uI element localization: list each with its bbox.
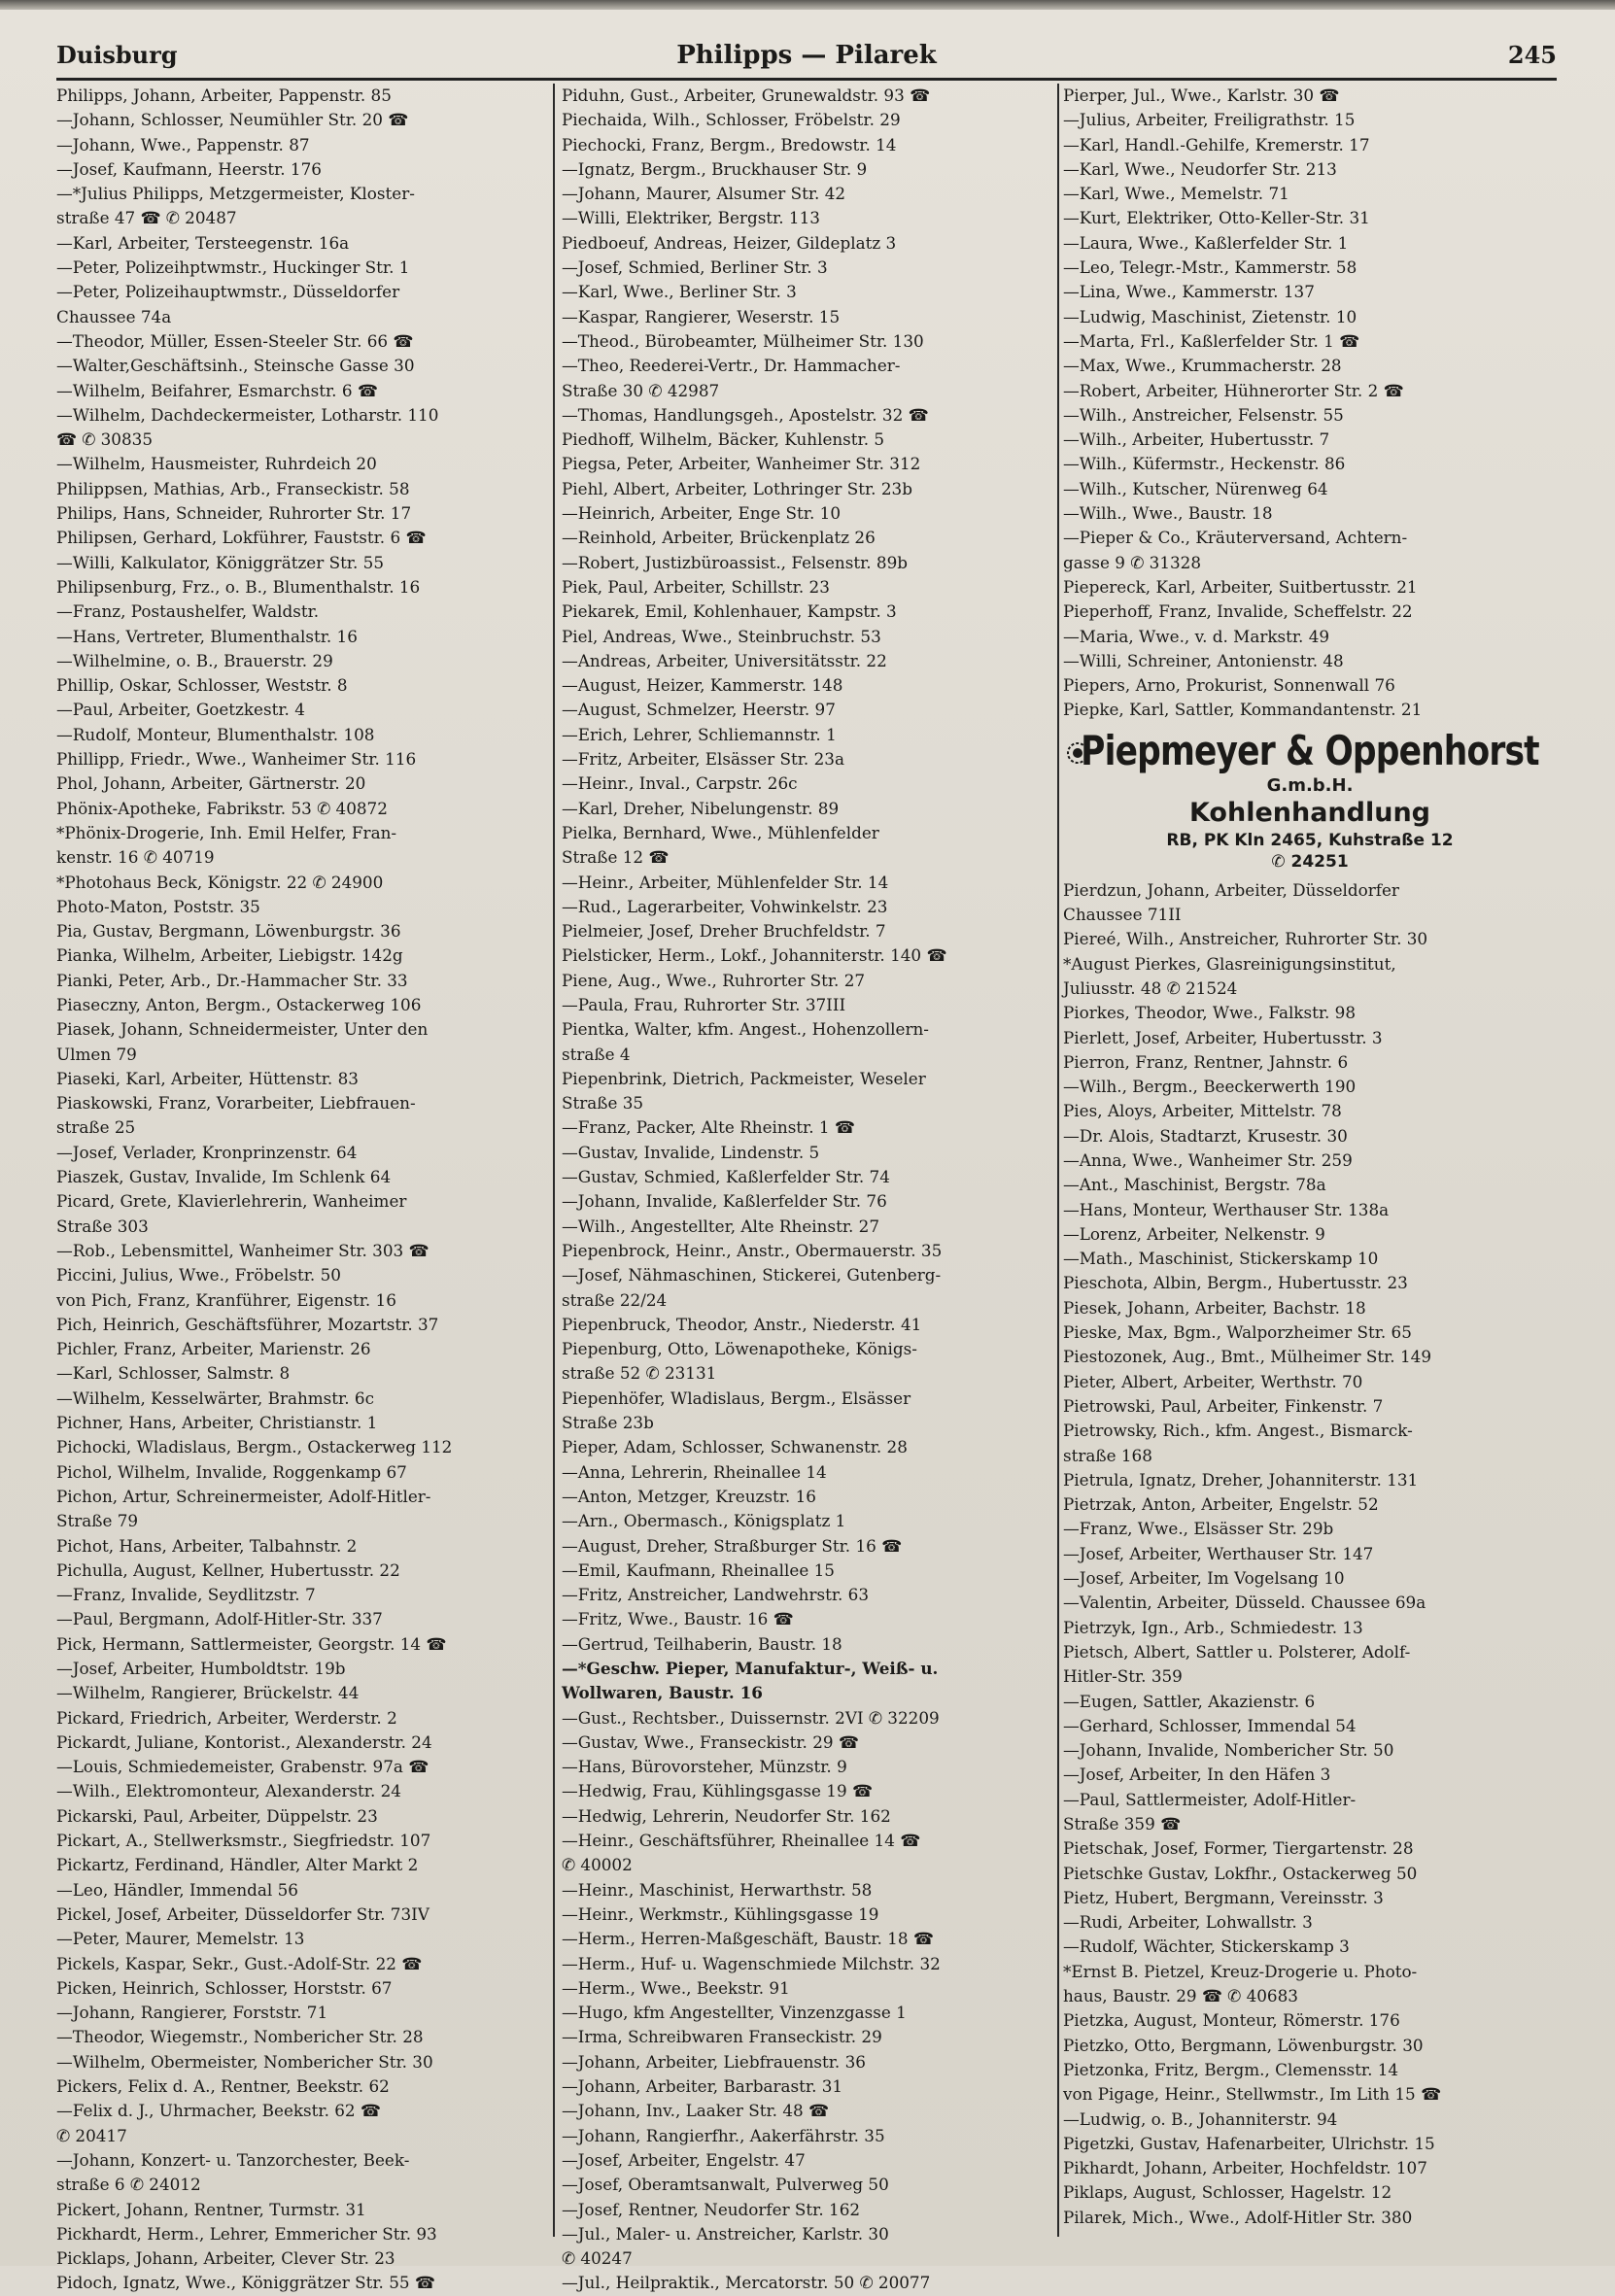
directory-entry: —Karl, Handl.-Gehilfe, Kremerstr. 17 [1063,134,1370,154]
directory-entry: —Johann, Arbeiter, Barbarastr. 31 [562,2076,843,2097]
directory-entry: Piene, Aug., Wwe., Ruhrorter Str. 27 [562,970,866,990]
directory-entry: Piechocki, Franz, Bergm., Bredowstr. 14 [562,134,897,154]
directory-entry: —Franz, Invalide, Seydlitzstr. 7 [56,1585,316,1605]
directory-entry: straße 4 [562,1044,631,1064]
directory-entry: Piasek, Johann, Schneidermeister, Unter den [56,1019,429,1040]
directory-entry: —Thomas, Handlungsgeh., Apostelstr. 32 ☎ [562,404,929,425]
directory-entry: —Robert, Justizbüroassist., Felsenstr. 89b [562,552,909,572]
directory-entry: Pietschak, Josef, Former, Tiergartenstr. 28 [1063,1838,1414,1859]
directory-entry: Piereé, Wilh., Anstreicher, Ruhrorter Str. 30 [1063,929,1428,949]
directory-entry: —Ignatz, Bergm., Bruckhauser Str. 9 [562,158,868,179]
directory-entry: —Wilh., Wwe., Baustr. 18 [1063,503,1273,524]
directory-entry: Piaseczny, Anton, Bergm., Ostackerweg 106 [56,994,422,1014]
ad-phone: ✆ 24251 [1271,851,1349,872]
directory-entry: —Willi, Elektriker, Bergstr. 113 [562,208,820,228]
directory-entry: —Ludwig, Maschinist, Zietenstr. 10 [1063,306,1357,326]
directory-entry: Pietzko, Otto, Bergmann, Löwenburgstr. 30 [1063,2035,1424,2055]
directory-entry: Pilarek, Mich., Wwe., Adolf-Hitler Str. 380 [1063,2207,1413,2227]
directory-entry: —Anna, Lehrerin, Rheinallee 14 [562,1461,827,1482]
directory-entry: —Wilh., Kutscher, Nürenweg 64 [1063,478,1328,498]
directory-entry: —Fritz, Arbeiter, Elsässer Str. 23a [562,749,844,770]
directory-entry: Philipps, Johann, Arbeiter, Pappenstr. 85 [56,86,392,105]
directory-entry: Piedhoff, Wilhelm, Bäcker, Kuhlenstr. 5 [562,429,885,450]
directory-entry: Pickhardt, Herm., Lehrer, Emmericher Str. 93 [56,2223,437,2244]
directory-entry: —Josef, Arbeiter, In den Häfen 3 [1063,1765,1331,1785]
directory-entry: —Irma, Schreibwaren Franseckistr. 29 [562,2027,882,2047]
directory-entry: Philips, Hans, Schneider, Ruhrorter Str. 17 [56,503,412,524]
directory-entry: Piel, Andreas, Wwe., Steinbruchstr. 53 [562,626,881,646]
directory-entry: Pianka, Wilhelm, Arbeiter, Liebigstr. 142g [56,945,403,966]
directory-entry: Philippsen, Mathias, Arb., Franseckistr. 58 [56,478,410,498]
directory-entry: Hitler-Str. 359 [1063,1666,1183,1687]
directory-entry: —Anna, Wwe., Wanheimer Str. 259 [1063,1149,1353,1170]
directory-entry: —Wilhelmine, o. B., Brauerstr. 29 [56,650,333,670]
directory-entry: —Anton, Metzger, Kreuzstr. 16 [562,1486,816,1506]
directory-entry: —Lina, Wwe., Kammerstr. 137 [1063,282,1315,302]
directory-entry: Picard, Grete, Klavierlehrerin, Wanheimer [56,1191,407,1212]
directory-entry: Piaskowski, Franz, Vorarbeiter, Liebfrauen- [56,1093,416,1114]
directory-entry: —Johann, Invalide, Nombericher Str. 50 [1063,1740,1394,1761]
directory-entry: Straße 35 [562,1093,644,1114]
directory-entry: Pietrzak, Anton, Arbeiter, Engelstr. 52 [1063,1494,1379,1515]
directory-entry: —Karl, Wwe., Memelstr. 71 [1063,184,1289,204]
directory-entry: —Hans, Vertreter, Blumenthalstr. 16 [56,626,358,646]
directory-entry: Pickartz, Ferdinand, Händler, Alter Markt 2 [56,1855,419,1875]
directory-entry: —*Geschw. Pieper, Manufaktur-, Weiß- u. [562,1659,939,1678]
directory-entry: —Lorenz, Arbeiter, Nelkenstr. 9 [1063,1223,1325,1244]
header-rule [56,78,1557,81]
directory-entry: Pichot, Hans, Arbeiter, Talbahnstr. 2 [56,1535,358,1556]
directory-entry: —Reinhold, Arbeiter, Brückenplatz 26 [562,528,876,548]
directory-entry: —Gust., Rechtsber., Duissernstr. 2VI ✆ 32209 [562,1707,940,1728]
directory-entry: Phol, Johann, Arbeiter, Gärtnerstr. 20 [56,773,366,794]
directory-entry: —Josef, Arbeiter, Werthauser Str. 147 [1063,1543,1374,1563]
directory-entry: Pichocki, Wladislaus, Bergm., Ostackerweg 112 [56,1437,453,1457]
column-2 [562,84,1051,2293]
directory-entry: —Emil, Kaufmann, Rheinallee 15 [562,1559,835,1580]
directory-entry: Pigetzki, Gustav, Hafenarbeiter, Ulrichstr. 15 [1063,2133,1435,2153]
directory-entry: Pickels, Kaspar, Sekr., Gust.-Adolf-Str. 22 ☎ [56,1953,423,1973]
directory-entry: —Arn., Obermasch., Königsplatz 1 [562,1511,846,1531]
directory-entry: —Josef, Rentner, Neudorfer Str. 162 [562,2199,861,2219]
directory-entry: ☎ ✆ 30835 [56,429,154,450]
directory-entry: —Heinr., Werkmstr., Kühlingsgasse 19 [562,1903,879,1924]
directory-entry: straße 168 [1063,1445,1152,1465]
directory-entry: —Ant., Maschinist, Bergstr. 78a [1063,1175,1326,1195]
directory-entry: —Karl, Schlosser, Salmstr. 8 [56,1363,291,1384]
directory-entry: Pikhardt, Johann, Arbeiter, Hochfeldstr. 107 [1063,2158,1427,2178]
directory-entry: —Heinr., Arbeiter, Mühlenfelder Str. 14 [562,872,889,892]
directory-entry: —Willi, Kalkulator, Königgrätzer Str. 55 [56,552,385,572]
directory-entry: Pielka, Bernhard, Wwe., Mühlenfelder [562,822,879,842]
directory-entry: —Gerhard, Schlosser, Immendal 54 [1063,1715,1357,1735]
directory-entry: Pieske, Max, Bgm., Walporzheimer Str. 65 [1063,1322,1412,1343]
directory-entry: gasse 9 ✆ 31328 [1063,552,1202,572]
directory-entry: —Gustav, Invalide, Lindenstr. 5 [562,1142,820,1162]
directory-entry: —Johann, Konzert- u. Tanzorchester, Beek- [56,2149,410,2170]
directory-entry: —Josef, Schmied, Berliner Str. 3 [562,257,828,278]
directory-entry: —Eugen, Sattler, Akazienstr. 6 [1063,1691,1316,1711]
directory-entry: *August Pierkes, Glasreinigungsinstitut, [1063,953,1396,974]
directory-entry: ✆ 40247 [562,2248,633,2269]
directory-entry: —August, Heizer, Kammerstr. 148 [562,675,843,696]
directory-entry: —Paul, Arbeiter, Goetzkestr. 4 [56,700,305,720]
directory-entry: —Wilhelm, Rangierer, Brückelstr. 44 [56,1683,360,1703]
directory-entry: —Theodor, Müller, Essen-Steeler Str. 66 ☎ [56,330,414,351]
directory-entry: —Jul., Maler- u. Anstreicher, Karlstr. 30 [562,2223,889,2244]
directory-entry: Piepenbrink, Dietrich, Packmeister, Weseler [562,1068,926,1088]
directory-entry: Piaszek, Gustav, Invalide, Im Schlenk 64 [56,1167,392,1187]
directory-entry: Pielsticker, Herm., Lokf., Johanniterstr. 140 ☎ [562,945,947,966]
directory-entry: —Josef, Nähmaschinen, Stickerei, Gutenberg- [562,1265,942,1285]
page-number: 245 [1507,41,1557,69]
directory-entry: —Herm., Herren-Maßgeschäft, Baustr. 18 ☎ [562,1929,934,1949]
directory-entry: —Wilh., Arbeiter, Hubertusstr. 7 [1063,429,1330,450]
column-3-bottom-entries [1063,878,1557,2230]
directory-entry: —Walter,Geschäftsinh., Steinsche Gasse 30 [56,356,415,376]
directory-entry: Straße 30 ✆ 42987 [562,380,720,400]
directory-entry: Pickel, Josef, Arbeiter, Düsseldorfer Str. 73IV [56,1903,430,1924]
directory-entry: —Peter, Polizeihptwmstr., Huckinger Str. 1 [56,257,410,278]
directory-entry: Pietzonka, Fritz, Bergm., Clemensstr. 14 [1063,2059,1399,2079]
directory-entry: Photo-Maton, Poststr. 35 [56,896,260,916]
directory-entry: —Karl, Dreher, Nibelungenstr. 89 [562,798,840,818]
directory-entry: —Johann, Rangierfhr., Aakerfährstr. 35 [562,2125,885,2145]
directory-entry: Chaussee 74a [56,306,172,326]
directory-entry: straße 47 ☎ ✆ 20487 [56,208,237,228]
directory-entry: Pickard, Friedrich, Arbeiter, Werderstr. 2 [56,1707,397,1728]
directory-entry: haus, Baustr. 29 ☎ ✆ 40683 [1063,1986,1298,2006]
directory-entry: —Heinrich, Arbeiter, Enge Str. 10 [562,503,841,524]
directory-entry: —Josef, Kaufmann, Heerstr. 176 [56,158,322,179]
directory-entry: —Josef, Arbeiter, Engelstr. 47 [562,2149,806,2170]
directory-entry: —Paul, Bergmann, Adolf-Hitler-Str. 337 [56,1609,383,1629]
directory-entry: Pia, Gustav, Bergmann, Löwenburgstr. 36 [56,921,401,942]
directory-entry: —Josef, Verlader, Kronprinzenstr. 64 [56,1142,358,1162]
directory-entry: Phillipp, Friedr., Wwe., Wanheimer Str. 116 [56,749,417,770]
directory-entry: *Ernst B. Pietzel, Kreuz-Drogerie u. Photo- [1063,1961,1418,1981]
directory-entry: Pies, Aloys, Arbeiter, Mittelstr. 78 [1063,1101,1342,1121]
directory-entry: Pierron, Franz, Rentner, Jahnstr. 6 [1063,1051,1349,1072]
directory-entry: —Wilh., Angestellter, Alte Rheinstr. 27 [562,1216,880,1236]
directory-entry: —Karl, Wwe., Berliner Str. 3 [562,282,797,302]
directory-entry: Pietrowsky, Rich., kfm. Angest., Bismarck- [1063,1421,1413,1441]
directory-entry: Pickers, Felix d. A., Rentner, Beekstr. 62 [56,2076,390,2097]
directory-entry: Pieschota, Albin, Bergm., Hubertusstr. 23 [1063,1273,1408,1293]
directory-entry: Piorkes, Theodor, Wwe., Falkstr. 98 [1063,1003,1357,1023]
directory-entry: —Fritz, Wwe., Baustr. 16 ☎ [562,1609,794,1629]
directory-entry: —Johann, Invalide, Kaßlerfelder Str. 76 [562,1191,887,1212]
directory-entry: Wollwaren, Baustr. 16 [562,1683,763,1703]
column-divider [553,84,555,2237]
directory-entry: —Hedwig, Lehrerin, Neudorfer Str. 162 [562,1805,891,1826]
directory-entry: Piduhn, Gust., Arbeiter, Grunewaldstr. 93 ☎ [562,86,931,105]
directory-entry: Pierlett, Josef, Arbeiter, Hubertusstr. 3 [1063,1027,1383,1047]
directory-entry: —Wilhelm, Kesselwärter, Brahmstr. 6c [56,1388,374,1408]
directory-entry: Straße 12 ☎ [562,847,670,868]
ad-trade: Kohlenhandlung [1188,797,1431,828]
directory-entry: Pickarski, Paul, Arbeiter, Düppelstr. 23 [56,1805,378,1826]
directory-entry: Pielmeier, Josef, Dreher Bruchfeldstr. 7 [562,921,886,942]
directory-entry: Pieter, Albert, Arbeiter, Werthstr. 70 [1063,1371,1363,1391]
directory-entry: Piedboeuf, Andreas, Heizer, Gildeplatz 3 [562,232,897,253]
directory-entry: Piepke, Karl, Sattler, Kommandantenstr. 21 [1063,700,1423,720]
directory-entry: —Peter, Maurer, Memelstr. 13 [56,1929,305,1949]
directory-entry: —Paul, Sattlermeister, Adolf-Hitler- [1063,1789,1357,1809]
directory-entry: Pierdzun, Johann, Arbeiter, Düsseldorfer [1063,879,1399,900]
ad-company-name: Piepmeyer & Oppenhorst [1081,726,1539,774]
directory-entry: ✆ 20417 [56,2125,127,2145]
directory-entry: —Johann, Rangierer, Forststr. 71 [56,2003,328,2023]
directory-entry: Phönix-Apotheke, Fabrikstr. 53 ✆ 40872 [56,798,388,818]
directory-entry: —Josef, Arbeiter, Humboldtstr. 19b [56,1659,346,1678]
directory-entry: —Rudi, Arbeiter, Lohwallstr. 3 [1063,1912,1313,1933]
directory-entry: —Leo, Telegr.-Mstr., Kammerstr. 58 [1063,257,1357,278]
directory-entry: Pierper, Jul., Wwe., Karlstr. 30 ☎ [1063,86,1340,105]
directory-entry: —Fritz, Anstreicher, Landwehrstr. 63 [562,1585,870,1605]
scan-edge-shadow [0,0,1615,10]
directory-entry: —Theo, Reederei-Vertr., Dr. Hammacher- [562,356,901,376]
directory-entry: Pich, Heinrich, Geschäftsführer, Mozartstr. 37 [56,1314,439,1334]
directory-entry: —Willi, Schreiner, Antonienstr. 48 [1063,650,1344,670]
directory-entry: —August, Dreher, Straßburger Str. 16 ☎ [562,1535,903,1556]
directory-entry: —Wilhelm, Dachdeckermeister, Lotharstr. 110 [56,404,439,425]
directory-entry: —Wilh., Küfermstr., Heckenstr. 86 [1063,454,1346,474]
directory-entry: —Peter, Polizeihauptwmstr., Düsseldorfer [56,282,400,302]
column-3 [1063,84,1557,2254]
directory-entry: —Erich, Lehrer, Schliemannstr. 1 [562,724,837,744]
directory-entry: —Dr. Alois, Stadtarzt, Krusestr. 30 [1063,1125,1348,1146]
directory-entry: —Marta, Frl., Kaßlerfelder Str. 1 ☎ [1063,330,1360,351]
directory-entry: —Rudolf, Wächter, Stickerskamp 3 [1063,1936,1350,1957]
directory-entry: —Gustav, Wwe., Franseckistr. 29 ☎ [562,1731,859,1752]
directory-entry: —Franz, Postaushelfer, Waldstr. [56,601,320,622]
directory-entry: —Jul., Heilpraktik., Mercatorstr. 50 ✆ 20077 [562,2273,931,2293]
directory-entry: straße 25 [56,1117,136,1138]
directory-entry: —Ludwig, o. B., Johanniterstr. 94 [1063,2108,1338,2129]
directory-entry: —Gustav, Schmied, Kaßlerfelder Str. 74 [562,1167,890,1187]
directory-entry: —Wilh., Elektromonteur, Alexanderstr. 24 [56,1781,401,1801]
directory-entry: Pianki, Peter, Arb., Dr.-Hammacher Str. 33 [56,970,408,990]
directory-entry: —Heinr., Maschinist, Herwarthstr. 58 [562,1879,873,1900]
directory-entry: —Heinr., Inval., Carpstr. 26c [562,773,798,794]
directory-entry: —Theod., Bürobeamter, Mülheimer Str. 130 [562,330,924,351]
directory-entry: —Maria, Wwe., v. d. Markstr. 49 [1063,626,1330,646]
directory-entry: —August, Schmelzer, Heerstr. 97 [562,700,836,720]
directory-entry: Philipsenburg, Frz., o. B., Blumenthalstr. 16 [56,576,421,597]
column-divider [1057,84,1059,2237]
directory-entry: Pietrowski, Paul, Arbeiter, Finkenstr. 7 [1063,1395,1384,1416]
directory-entry: —Wilh., Bergm., Beeckerwerth 190 [1063,1077,1357,1097]
directory-entry: —Paula, Frau, Ruhrorter Str. 37III [562,994,846,1014]
directory-entry: —Johann, Arbeiter, Liebfrauenstr. 36 [562,2051,866,2072]
directory-entry: Pichler, Franz, Arbeiter, Marienstr. 26 [56,1339,371,1359]
directory-entry: Pidoch, Ignatz, Wwe., Königgrätzer Str. 55 ☎ [56,2273,435,2293]
advertisement [1063,727,1557,873]
directory-entry: —Max, Wwe., Krummacherstr. 28 [1063,356,1342,376]
directory-entry: Piepenburg, Otto, Löwenapotheke, Königs- [562,1339,917,1359]
directory-entry: *Photohaus Beck, Königstr. 22 ✆ 24900 [56,872,384,892]
directory-entry: Pietz, Hubert, Bergmann, Vereinsstr. 3 [1063,1887,1384,1907]
directory-entry: Straße 303 [56,1216,149,1236]
directory-entry: Piepers, Arno, Prokurist, Sonnenwall 76 [1063,675,1395,696]
directory-entry: —Karl, Arbeiter, Tersteegenstr. 16a [56,232,350,253]
directory-entry: kenstr. 16 ✆ 40719 [56,847,215,868]
directory-entry: ✆ 40002 [562,1855,633,1875]
directory-entry: —Johann, Inv., Laaker Str. 48 ☎ [562,2101,829,2121]
directory-entry: —Julius, Arbeiter, Freiligrathstr. 15 [1063,110,1356,130]
directory-entry: —Herm., Huf- u. Wagenschmiede Milchstr. 32 [562,1953,941,1973]
directory-entry: —Heinr., Geschäftsführer, Rheinallee 14 ☎ [562,1831,921,1851]
directory-entry: —Wilhelm, Beifahrer, Esmarchstr. 6 ☎ [56,380,378,400]
directory-entry: —Rudolf, Monteur, Blumenthalstr. 108 [56,724,375,744]
directory-entry: straße 22/24 [562,1289,668,1310]
directory-entry: —Rud., Lagerarbeiter, Vohwinkelstr. 23 [562,896,888,916]
directory-entry: —Valentin, Arbeiter, Düsseld. Chaussee 69a [1063,1593,1426,1613]
directory-entry: Ulmen 79 [56,1044,137,1064]
directory-entry: —Franz, Packer, Alte Rheinstr. 1 ☎ [562,1117,855,1138]
ad-legal-form: G.m.b.H. [1266,774,1354,796]
directory-entry: Chaussee 71II [1063,905,1182,925]
directory-entry: —Theodor, Wiegemstr., Nombericher Str. 28 [56,2027,424,2047]
directory-entry: Pickert, Johann, Rentner, Turmstr. 31 [56,2199,366,2219]
directory-entry: Pietrula, Ignatz, Dreher, Johanniterstr. 131 [1063,1469,1419,1490]
directory-entry: von Pich, Franz, Kranführer, Eigenstr. 16 [56,1289,396,1310]
directory-entry: —*Julius Philipps, Metzgermeister, Kloster- [56,184,415,204]
directory-entry: —Louis, Schmiedemeister, Grabenstr. 97a ☎ [56,1757,430,1777]
directory-entry: Pietrzyk, Ign., Arb., Schmiedestr. 13 [1063,1617,1363,1637]
directory-entry: *Phönix-Drogerie, Inh. Emil Helfer, Fran- [56,822,397,842]
directory-entry: Piehl, Albert, Arbeiter, Lothringer Str. 23b [562,478,912,498]
directory-entry: Straße 79 [56,1511,139,1531]
directory-entry: —Robert, Arbeiter, Hühnerorter Str. 2 ☎ [1063,380,1404,400]
directory-entry: Pichon, Artur, Schreinermeister, Adolf-Hitler- [56,1486,431,1506]
directory-entry: —Andreas, Arbeiter, Universitätsstr. 22 [562,650,887,670]
directory-entry: Piesek, Johann, Arbeiter, Bachstr. 18 [1063,1297,1366,1318]
page-title: Philipps — Pilarek [676,41,937,70]
directory-entry: Piechaida, Wilh., Schlosser, Fröbelstr. 29 [562,110,901,130]
directory-entry: —Rob., Lebensmittel, Wanheimer Str. 303 ☎ [56,1240,430,1260]
directory-entry: Picken, Heinrich, Schlosser, Horststr. 67 [56,1977,393,1998]
directory-entry: Piccini, Julius, Wwe., Fröbelstr. 50 [56,1265,341,1285]
directory-entry: Piepenbrock, Heinr., Anstr., Obermauerstr. 35 [562,1240,943,1260]
directory-entry: Pietschke Gustav, Lokfhr., Ostackerweg 50 [1063,1863,1418,1883]
directory-entry: —Pieper & Co., Kräuterversand, Achtern- [1063,528,1408,548]
directory-entry: Piestozonek, Aug., Bmt., Mülheimer Str. 149 [1063,1347,1432,1367]
directory-entry: Pichner, Hans, Arbeiter, Christianstr. 1 [56,1413,378,1433]
directory-entry: —Johann, Schlosser, Neumühler Str. 20 ☎ [56,110,409,130]
directory-entry: —Josef, Arbeiter, Im Vogelsang 10 [1063,1568,1345,1589]
directory-entry: Pick, Hermann, Sattlermeister, Georgstr. 14 ☎ [56,1633,447,1654]
directory-entry: —Leo, Händler, Immendal 56 [56,1879,298,1900]
directory-entry: Picklaps, Johann, Arbeiter, Clever Str. 23 [56,2248,395,2269]
directory-entry: —Kaspar, Rangierer, Weserstr. 15 [562,306,841,326]
directory-entry: straße 52 ✆ 23131 [562,1363,717,1384]
directory-entry: Pickart, A., Stellwerksmstr., Siegfriedstr. 107 [56,1831,431,1851]
directory-entry: —Math., Maschinist, Stickerskamp 10 [1063,1249,1379,1269]
directory-entry: Straße 359 ☎ [1063,1814,1182,1833]
directory-entry: Pietsch, Albert, Sattler u. Polsterer, Adolf- [1063,1641,1411,1662]
directory-entry: Piekarek, Emil, Kohlenhauer, Kampstr. 3 [562,601,897,622]
directory-entry: straße 6 ✆ 24012 [56,2175,201,2195]
directory-entry: —Wilh., Anstreicher, Felsenstr. 55 [1063,404,1344,425]
directory-entry: Pichulla, August, Kellner, Hubertusstr. 22 [56,1559,400,1580]
directory-entry: —Herm., Wwe., Beekstr. 91 [562,1977,790,1998]
directory-entry: —Wilhelm, Obermeister, Nombericher Str. 30 [56,2051,433,2072]
directory-entry: Pietzka, August, Monteur, Römerstr. 176 [1063,2010,1400,2031]
directory-entry: Phillip, Oskar, Schlosser, Weststr. 8 [56,675,348,696]
ad-address: RB, PK Kln 2465, Kuhstraße 12 [1166,830,1454,850]
directory-entry: Pientka, Walter, kfm. Angest., Hohenzollern- [562,1019,929,1040]
directory-entry: —Hans, Bürovorsteher, Münzstr. 9 [562,1757,847,1777]
page-header [56,41,1557,74]
directory-entry: Piepenhöfer, Wladislaus, Bergm., Elsässer [562,1388,911,1408]
column-3-top-entries [1063,84,1557,723]
directory-entry: Juliusstr. 48 ✆ 21524 [1063,977,1238,998]
directory-entry: —Franz, Wwe., Elsässer Str. 29b [1063,1519,1334,1539]
directory-entry: —Hugo, kfm Angestellter, Vinzenzgasse 1 [562,2003,907,2023]
directory-entry: —Felix d. J., Uhrmacher, Beekstr. 62 ☎ [56,2101,381,2121]
directory-entry: —Laura, Wwe., Kaßlerfelder Str. 1 [1063,232,1349,253]
directory-entry: —Gertrud, Teilhaberin, Baustr. 18 [562,1633,842,1654]
directory-entry: —Kurt, Elektriker, Otto-Keller-Str. 31 [1063,208,1370,228]
directory-entry: Pieperhoff, Franz, Invalide, Scheffelstr. 22 [1063,601,1413,622]
directory-entry: —Karl, Wwe., Neudorfer Str. 213 [1063,158,1337,179]
directory-entry: —Johann, Maurer, Alsumer Str. 42 [562,184,846,204]
directory-entry: Piaseki, Karl, Arbeiter, Hüttenstr. 83 [56,1068,359,1088]
directory-entry: Piklaps, August, Schlosser, Hagelstr. 12 [1063,2182,1392,2203]
directory-entry: Philipsen, Gerhard, Lokführer, Fauststr. 6 ☎ [56,528,427,548]
column-1 [56,84,546,2293]
directory-entry: Pieper, Adam, Schlosser, Schwanenstr. 28 [562,1437,908,1457]
city-heading: Duisburg [56,41,178,69]
directory-entry: Piek, Paul, Arbeiter, Schillstr. 23 [562,576,830,597]
directory-entry: —Hans, Monteur, Werthauser Str. 138a [1063,1199,1390,1219]
directory-entry: Piegsa, Peter, Arbeiter, Wanheimer Str. 312 [562,454,921,474]
directory-entry: —Josef, Oberamtsanwalt, Pulverweg 50 [562,2175,889,2195]
directory-entry: —Wilhelm, Hausmeister, Ruhrdeich 20 [56,454,377,474]
directory-entry: Pichol, Wilhelm, Invalide, Roggenkamp 67 [56,1461,407,1482]
directory-entry: —Hedwig, Frau, Kühlingsgasse 19 ☎ [562,1781,873,1801]
directory-entry: Straße 23b [562,1413,654,1433]
directory-entry: von Pigage, Heinr., Stellwmstr., Im Lith 15 ☎ [1063,2084,1441,2105]
directory-entry: Piepereck, Karl, Arbeiter, Suitbertusstr. 21 [1063,576,1418,597]
directory-entry: —Johann, Wwe., Pappenstr. 87 [56,134,310,154]
directory-entry: Pickardt, Juliane, Kontorist., Alexanderstr. 24 [56,1731,432,1752]
directory-entry: Piepenbruck, Theodor, Anstr., Niederstr. 41 [562,1314,922,1334]
